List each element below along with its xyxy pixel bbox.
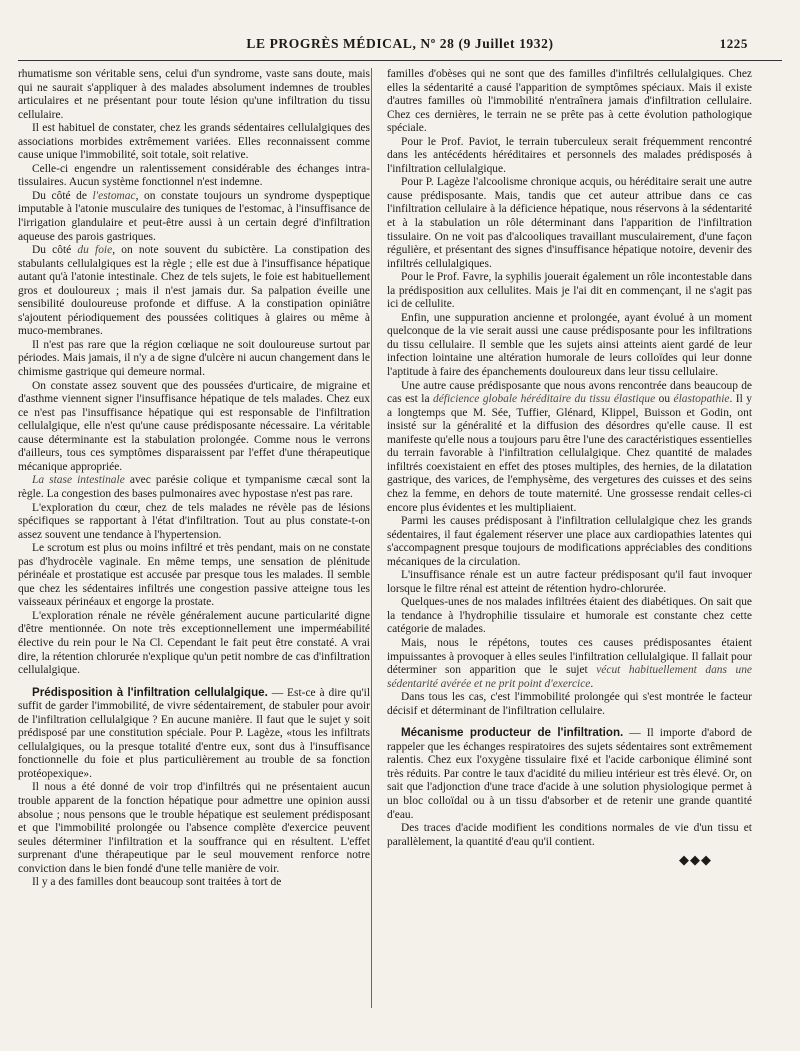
paragraph: Quelques-unes de nos malades infiltrées étaient des diabétiques. On sait que la tendance à l'hydrophilie tissulaire et humorale est constante chez cette catégorie de malades.	[387, 596, 752, 636]
column-divider	[371, 68, 372, 1008]
paragraph: Pour le Prof. Favre, la syphilis jouerait également un rôle incontestable dans la prédisposition aux cellulites. Mais je l'ai dit en commençant, il ne s'agit pas ici de cellulite.	[387, 271, 752, 311]
emphasis: La stase intestinale	[32, 474, 125, 487]
paragraph: Pour P. Lagèze l'alcoolisme chronique acquis, ou héréditaire serait une autre cause prédisposante. Mais, tandis que cet auteur attribue dans ce cas l'infiltration cellulaire à la déficience hépatique, nous réservons à la sédentarité et à la stabulation un rôle déterminant dans l'apparition de l'infiltration tissulaire. On ne voit pas d'alcooliques travaillant musculairement, d'une façon régulière, et présentant des signes d'insuffisance hépatique notoire, devenir des infiltrés cellulalgiques.	[387, 176, 752, 270]
paragraph: Enfin, une suppuration ancienne et prolongée, ayant évolué à un moment quelconque de la vie serait aussi une cause prédisposante pour les infiltrations du tissu cellulaire. Il semble que les sujets ainsi atteints aient gardé de leur infection lointaine une altération humorale de leurs colloïdes qui leur donne l'aptitude à faire des épanchements douloureux dans leur tissu cellulaire.	[387, 311, 752, 379]
emphasis: élastopathie	[673, 393, 730, 406]
end-ornament: ◆◆◆	[679, 852, 712, 868]
left-column	[18, 68, 370, 890]
header-rule	[18, 60, 782, 61]
paragraph: Une autre cause prédisposante que nous avons rencontrée dans beaucoup de cas est la déficience globale héréditaire du tissu élastique ou élastopathie. Il y a longtemps que M. Sée, Tuffier, Glénard, Klippel, Buisson et Godin, ont insisté sur la généralité et la diffusion des désordres qu'elle cause. Il est manifeste qu'elle nous a toujours paru être l'une des caractéristiques essentielles du terrain favorable à l'infiltration cellulalgique. Chez quantité de malades infiltrés coexistaient en effet des ptoses multiples, des hernies, de la dilatation gastrique, des varices, de l'emphysème, des vergetures des cuisses et des seins chez la femme, en dehors de toute maternité. Une grossesse rendait celles-ci encore plus évidentes et les multipliaient.	[387, 379, 752, 514]
paragraph: Parmi les causes prédisposant à l'infiltration cellulalgique chez les grands sédentaires, il faut également réserver une place aux cardiopathies latentes qui s'accompagnent presque toujours de modifications appréciables des conditions mécaniques de la circulation.	[387, 515, 752, 568]
paragraph: Des traces d'acide modifient les conditions normales de vie d'un tissu et parallèlement, la quantité d'eau qu'il contient.	[387, 822, 752, 848]
emphasis: l'estomac	[92, 189, 136, 202]
paragraph: Du côté du foie, on note souvent du subictère. La constipation des stabulants cellulalgiques est la règle ; elle est due à l'insuffisance hépatique autant qu'à l'atonie intestinale. Chez de tels sujets, le foie est habituellement gros et douloureux ; mais il n'est jamais dur. Sa palpation éveille une sensibilité douloureuse profonde et diffuse. A la constipation opiniâtre s'ajoutent périodiquement des poussées colitiques à glaires ou même à muco-membranes.	[18, 244, 371, 338]
journal-title: LE PROGRÈS MÉDICAL, Nº 28 (9 Juillet 1932)	[246, 36, 554, 51]
paragraph: familles d'obèses qui ne sont que des familles d'infiltrés cellulalgiques. Chez elles la sédentarité a causé l'apparition de symptômes spéciaux. Mais il existe d'autres familles où l'immobilité n'entraînera jamais d'infiltration cellulaire. Chez ces dernières, le terrain ne se prête pas à cette évolution pathologique spéciale.	[387, 68, 752, 135]
emphasis: déficience globale héréditaire du tissu élastique	[433, 393, 656, 406]
section-paragraph: Mécanisme producteur de l'infiltration. — Il importe d'abord de rappeler que les échanges respiratoires des sujets sédentaires sont extrêmement ralentis. Chez eux l'oxygène tissulaire fixé et l'acide carbonique éliminé sont très réduits. Par contre le taux d'acidité du milieu intérieur est très élevé. Or, on sait que l'adjonction d'une trace d'acide à une solution physiologique permet à un bloc colloïdal ou à un tissu d'absorber et de retenir une grande quantité d'eau.	[387, 726, 752, 821]
right-column	[387, 68, 752, 867]
running-header	[0, 36, 800, 58]
paragraph: L'exploration rénale ne révèle généralement aucune particularité digne d'être mentionnée. On note très exceptionnellement une imperméabilité élective du rein pour le Na Cl. Cependant le fait peut être constaté. A vrai dire, la rétention chlorurée n'explique qu'un petit nombre de cas d'infiltration cellulalgique.	[18, 609, 370, 677]
paragraph: Dans tous les cas, c'est l'immobilité prolongée qui s'est montrée le facteur décisif et déterminant de l'infiltration cellulaire.	[387, 691, 752, 717]
section-heading: Prédisposition à l'infiltration cellulalgique.	[32, 685, 268, 699]
paragraph: Celle-ci engendre un ralentissement considérable des échanges intra-tissulaires. Aucun système fonctionnel n'est indemne.	[18, 162, 370, 189]
paragraph: Il nous a été donné de voir trop d'infiltrés qui ne présentaient aucun trouble apparent de la fonction hépatique pour admettre une opinion aussi absolue ; nous pensons que le trouble hépatique est seulement prédisposant et que l'immobilité prolongée ou l'absence complète d'exercice peuvent seules déterminer l'infiltration et la souffrance qui en résultent. L'effet surprenant d'une thérapeutique par le seul mouvement renforce notre conviction dans le bien fondé d'une telle manière de voir.	[18, 781, 370, 875]
page-number: 1225	[719, 36, 748, 51]
paragraph: Mais, nous le répétons, toutes ces causes prédisposantes étaient impuissantes à provoquer à elles seules l'infiltration cellulalgique. Il fallait pour déterminer son apparition que le sujet vécut habituellement dans une sédentarité avérée et ne prit point d'exercice.	[387, 636, 752, 690]
paragraph: Le scrotum est plus ou moins infiltré et très pendant, mais on ne constate pas d'hydrocèle vaginale. En même temps, une sensation de plénitude périnéale et prostatique est accusée par presque tous les malades. Il semble que chez les sédentaires infiltrés une congestion passive atteigne tous les vaisseaux périnéaux et engorge la prostate.	[18, 542, 370, 609]
section-heading: Mécanisme producteur de l'infiltration.	[401, 726, 624, 740]
paragraph: L'exploration du cœur, chez de tels malades ne révèle pas de lésions spécifiques se rapportant à l'état d'infiltration. Tout au plus constate-t-on assez souvent une tendance à l'hypertension.	[18, 501, 370, 541]
paragraph: On constate assez souvent que des poussées d'urticaire, de migraine et d'asthme viennent signer l'insuffisance hépatique de tels malades. Chez eux ce n'est pas l'insuffisance hépatique qui est responsable de l'infiltration cellulalgique, elle n'est qu'une cause prédisposante nécessaire. La véritable cause déterminante est la stabulation prolongée. Comme nous le verrons d'ailleurs, tous ces symptômes disparaissent par l'effet d'une thérapeutique mécanique appropriée.	[18, 379, 370, 473]
paragraph: Du côté de l'estomac, on constate toujours un syndrome dyspeptique imputable à l'atonie musculaire des tuniques de l'estomac, à l'insuffisance de l'irrigation glandulaire et peut-être aussi à un certain degré d'infiltration aqueuse des parois gastriques.	[18, 189, 371, 243]
paragraph: rhumatisme son véritable sens, celui d'un syndrome, vaste sans doute, mais qui ne saurait s'appliquer à des malades absolument indemnes de troubles articulaires et ne présentant pour toute lésion qu'une infiltration du tissu cellulaire.	[18, 68, 370, 121]
paragraph: L'insuffisance rénale est un autre facteur prédisposant qu'il faut invoquer lorsque le filtre rénal est atteint de rétention hydro-chlorurée.	[387, 569, 752, 595]
paragraph: Il y a des familles dont beaucoup sont traitées à tort de	[32, 876, 282, 889]
section-paragraph: Prédisposition à l'infiltration cellulalgique. — Est-ce à dire qu'il suffit de garder l'immobilité, de vivre sédentairement, de stabuler pour avoir de l'infiltration cellulalgique ? En aucune manière. Il faut que le sujet y soit prédisposé par une constitution spéciale. Pour P. Lagèze, «tous les infiltrats cellulalgiques, ou la presque totalité d'entre eux, sont dus à l'insuffisance fonctionnelle du foie et plus particulièrement au trouble de sa fonction protéopexique».	[18, 685, 370, 780]
emphasis: vécut habituellement dans une sédentarité avérée et ne prit point d'exercice	[387, 664, 752, 690]
emphasis: du foie	[77, 244, 113, 257]
paragraph: Pour le Prof. Paviot, le terrain tuberculeux serait fréquemment rencontré dans les antécédents héréditaires et personnels des malades prédisposés à l'infiltration cellulalgique.	[387, 135, 752, 175]
paragraph: La stase intestinale avec parésie colique et tympanisme cæcal sont la règle. La congestion des bases pulmonaires avec hypostase n'est pas rare.	[18, 474, 370, 500]
paragraph: Il est habituel de constater, chez les grands sédentaires cellulalgiques des associations morbides extrêmement variées. Elles reconnaissent comme cause unique l'immobilité, soit totale, soit relative.	[18, 122, 370, 162]
paragraph: Il n'est pas rare que la région cœliaque ne soit douloureuse surtout par périodes. Mais jamais, il n'y a de signe d'ulcère ni aucun changement dans le chimisme gastrique qui demeure normal.	[18, 338, 370, 379]
